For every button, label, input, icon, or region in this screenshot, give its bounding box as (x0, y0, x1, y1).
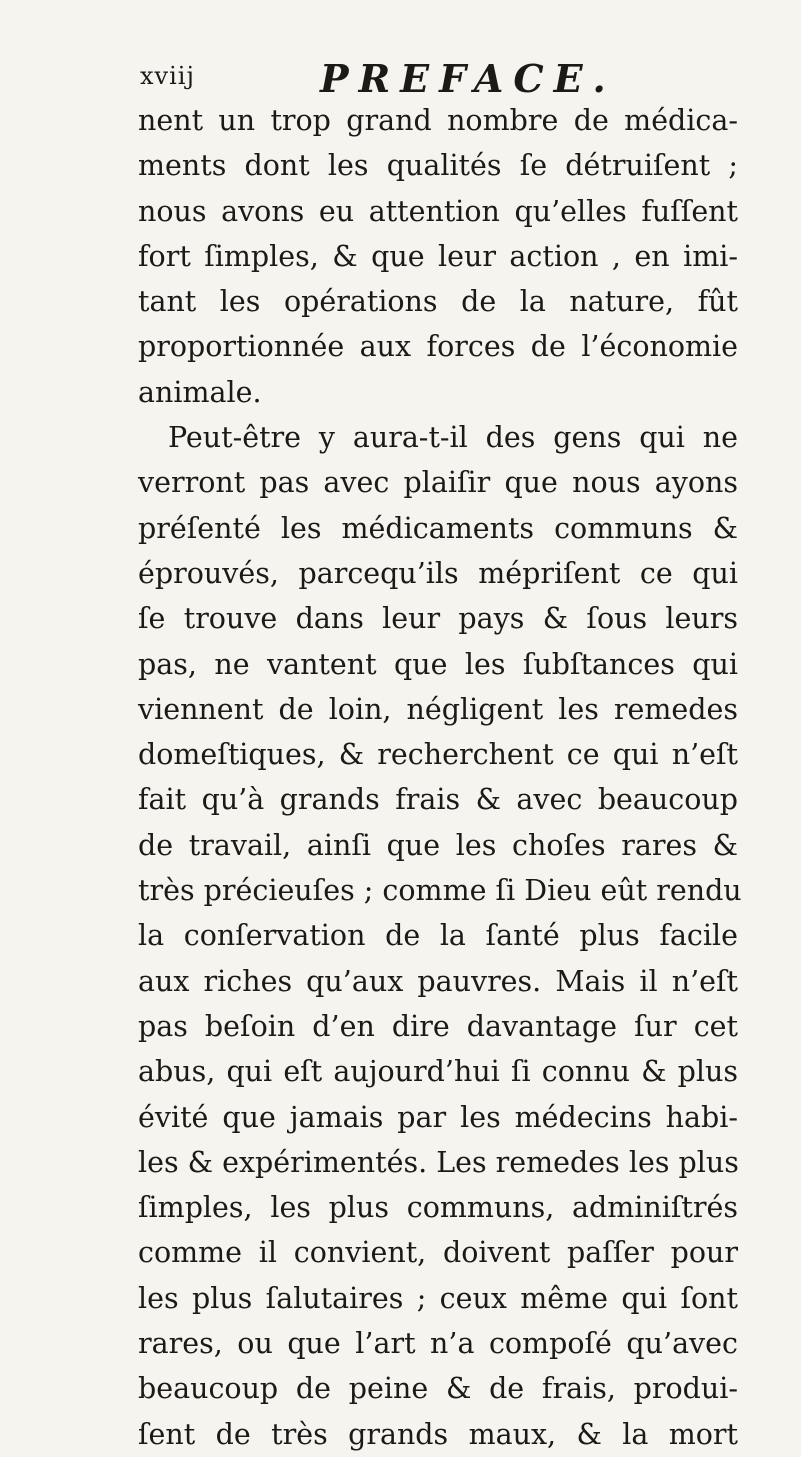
text-line: nous avons eu attention qu’elles fuſſent (138, 194, 738, 228)
text-line: nent un trop grand nombre de médica- (138, 104, 738, 137)
text-line: ſent de très grands maux, & la mort (138, 1417, 738, 1451)
text-line: ments dont les qualités ſe détruiſent ; (138, 149, 738, 183)
text-line: viennent de loin, négligent les remedes (138, 692, 738, 726)
text-line: proportionnée aux forces de l’économie (138, 330, 738, 364)
text-line: les & expérimentés. Les remedes les plus (138, 1145, 739, 1179)
text-line: ſe trouve dans leur pays & ſous leurs (138, 602, 738, 636)
text-line: tant les opérations de la nature, fût (138, 285, 738, 319)
text-line: éprouvés, parcequ’ils mépriſent ce qui (138, 556, 738, 590)
text-line: de travail, ainſi que les choſes rares & (138, 828, 738, 862)
text-line: ſimples, les plus communs, adminiſtrés (138, 1191, 738, 1225)
text-line: abus, qui eſt aujourd’hui ſi connu & plus (138, 1055, 738, 1089)
text-line: les plus ſalutaires ; ceux même qui ſont (138, 1281, 738, 1315)
text-line: fort ſimples, & que leur action , en imi- (138, 239, 738, 273)
text-line: rares, ou que l’art n’a compoſé qu’avec (138, 1327, 738, 1361)
text-line: pas beſoin d’en dire davantage ſur cet (138, 1009, 738, 1043)
text-line: domeſtiques, & recherchent ce qui n’eſt (138, 738, 738, 772)
text-line: comme il convient, doivent paſſer pour (138, 1236, 738, 1270)
page-number: xviij (140, 62, 195, 90)
text-line: pas, ne vantent que les ſubſtances qui (138, 647, 738, 681)
text-line: très précieuſes ; comme ſi Dieu eût rendu (138, 874, 742, 908)
text-line: animale. (138, 375, 262, 409)
text-line: évité que jamais par les médecins habi- (138, 1100, 738, 1134)
body-text (138, 98, 742, 1457)
running-title: PREFACE. (320, 56, 616, 101)
text-line: la conſervation de la ſanté plus facile (138, 919, 738, 953)
page-header (140, 56, 700, 104)
text-line: Peut-être y aura-t-il des gens qui ne (168, 421, 738, 455)
text-line: préſenté les médicaments communs & (138, 511, 738, 545)
text-line: aux riches qu’aux pauvres. Mais il n’eſt (138, 964, 738, 998)
text-line: beaucoup de peine & de frais, produi- (138, 1372, 738, 1406)
text-line: verront pas avec plaiſir que nous ayons (138, 466, 738, 500)
text-line: fait qu’à grands frais & avec beaucoup (138, 783, 738, 817)
